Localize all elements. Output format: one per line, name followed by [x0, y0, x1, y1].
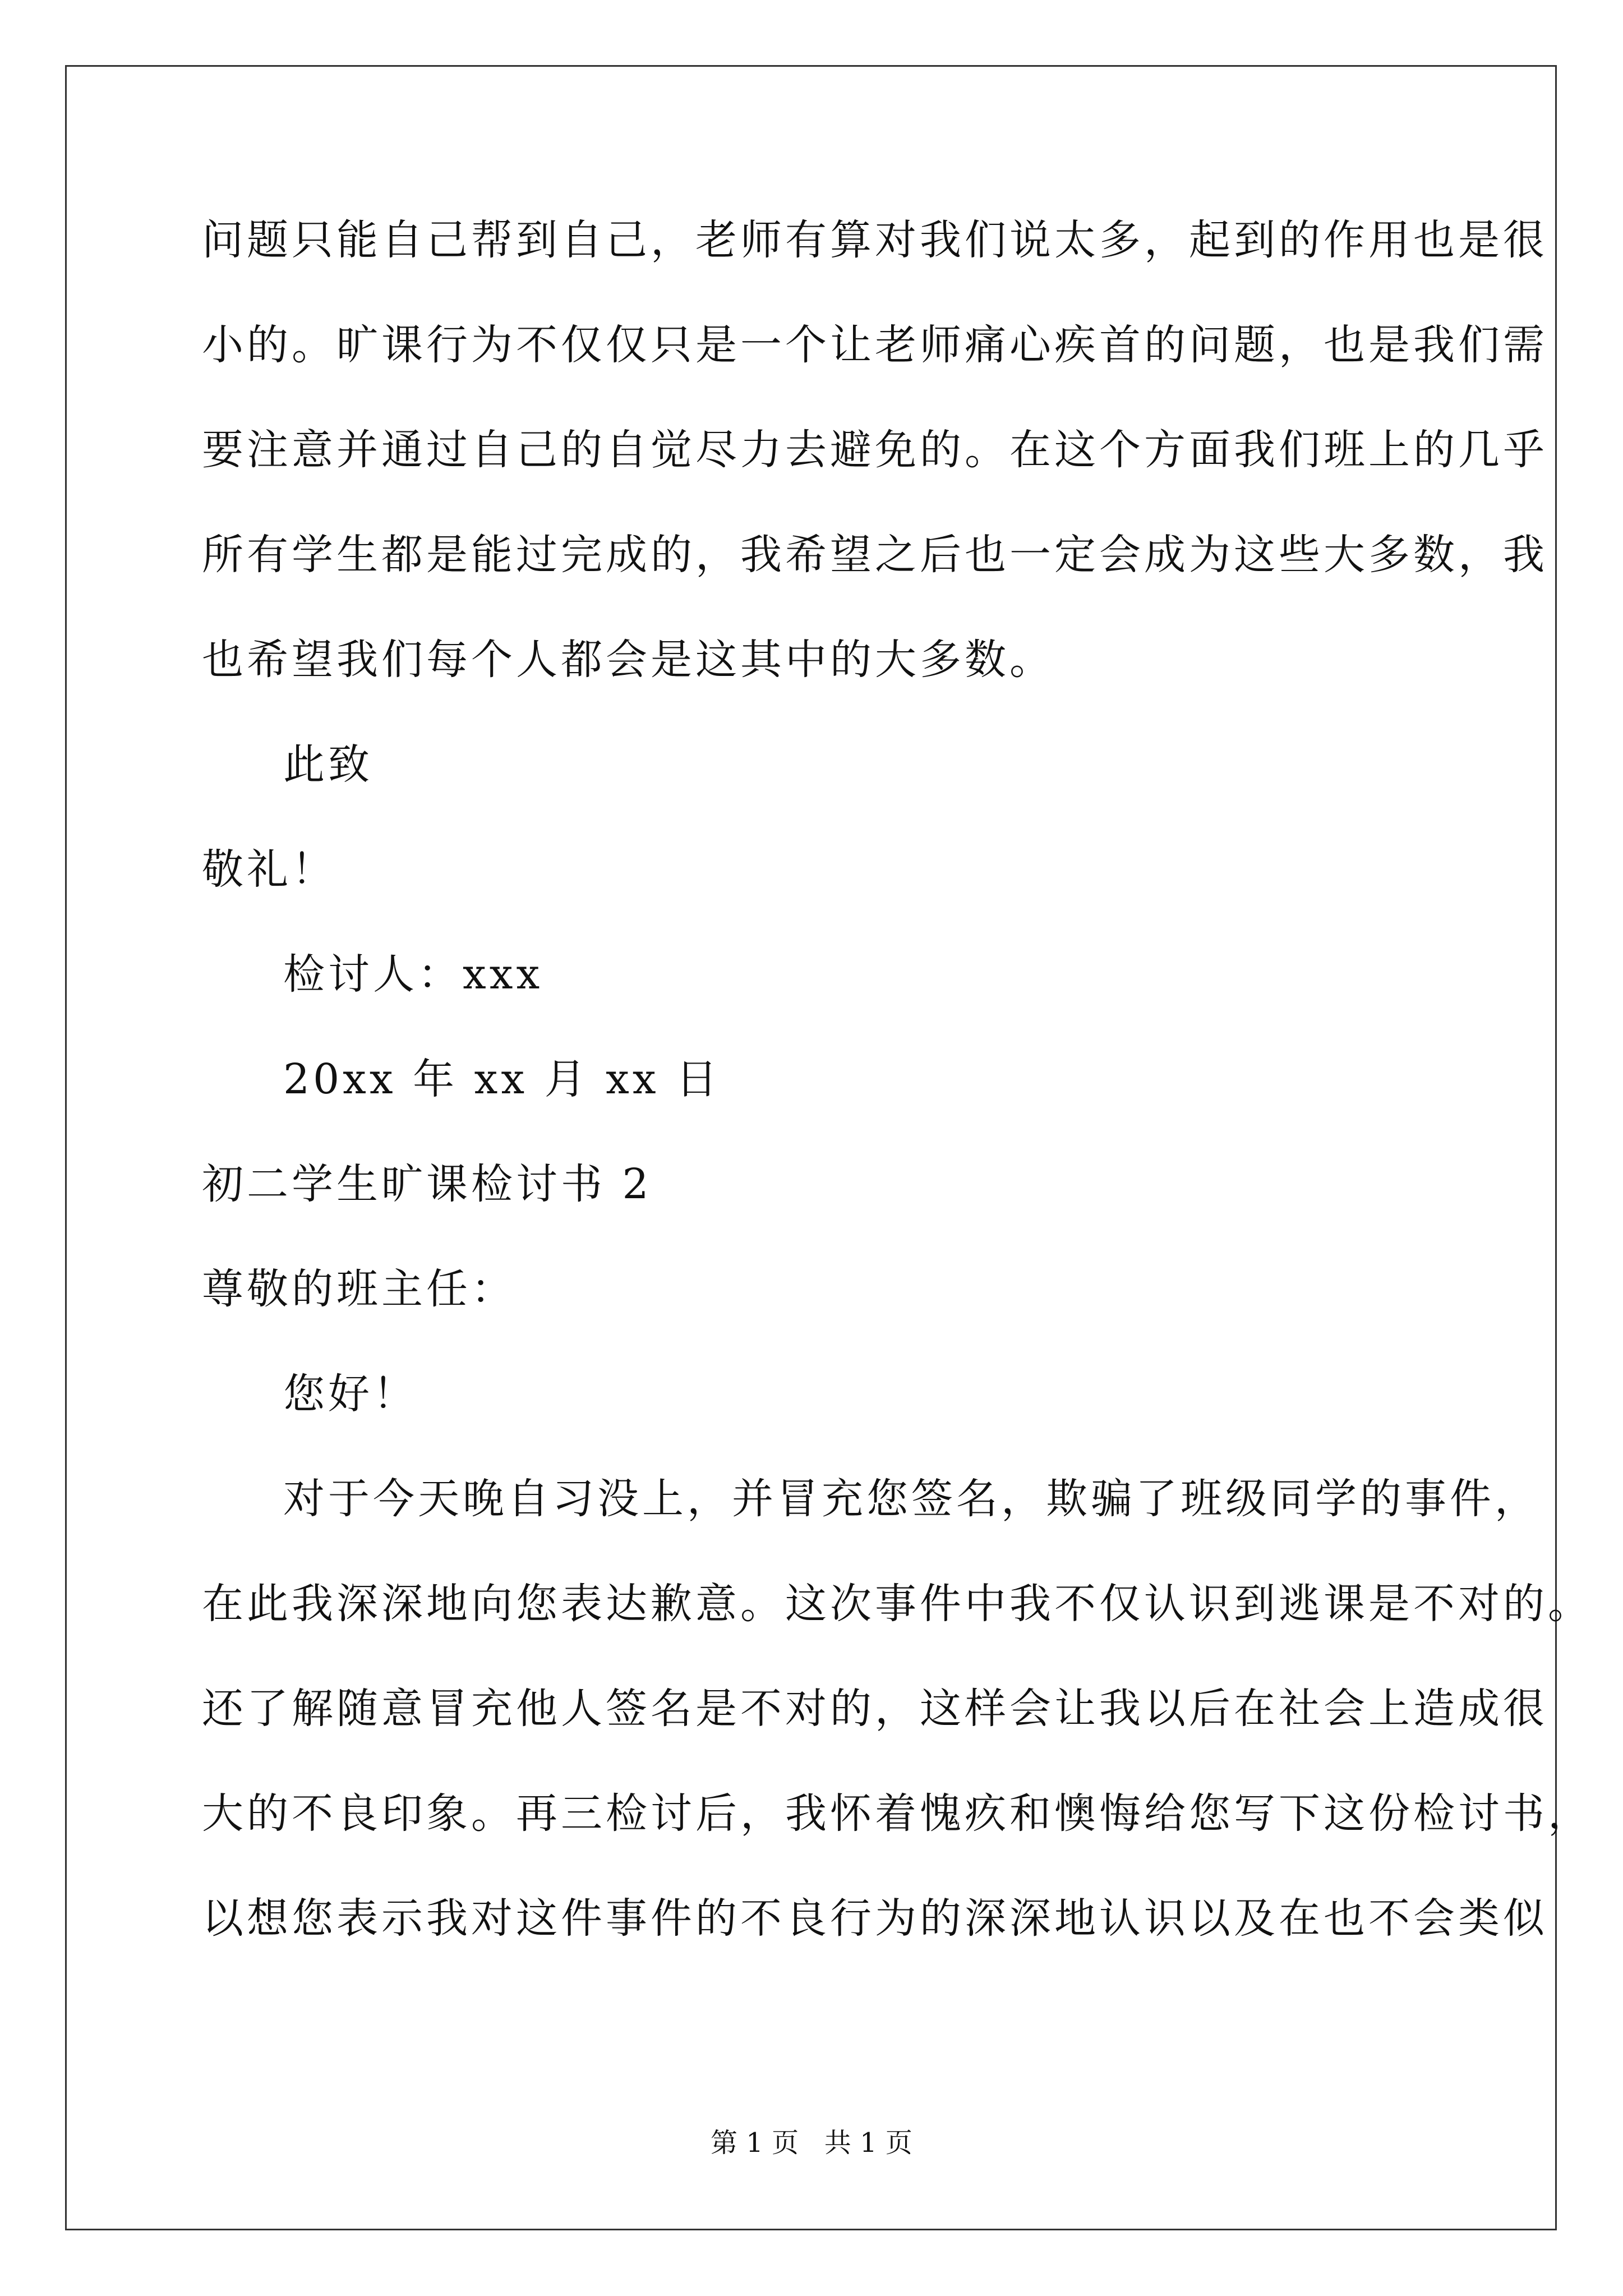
- paragraph-line: 问题只能自己帮到自己，老师有算对我们说太多，起到的作用也是很: [202, 216, 1548, 264]
- letter-addressee: 尊敬的班主任：: [202, 1265, 516, 1313]
- paragraph-line: 还了解随意冒充他人签名是不对的，这样会让我以后在社会上造成很: [202, 1685, 1548, 1733]
- closing-regards: 敬礼！: [202, 845, 336, 894]
- paragraph-line: 大的不良印象。再三检讨后，我怀着愧疚和懊悔给您写下这份检讨书，: [202, 1789, 1593, 1838]
- signature-line: 检讨人：xxx: [283, 950, 543, 999]
- section-title: 初二学生旷课检讨书 2: [202, 1160, 652, 1208]
- paragraph-line: 也希望我们每个人都会是这其中的大多数。: [202, 636, 1054, 684]
- letter-greeting: 您好！: [283, 1370, 418, 1418]
- page-number-footer: 第 1 页 共 1 页: [711, 2127, 912, 2159]
- paragraph-line: 以想您表示我对这件事件的不良行为的深深地认识以及在也不会类似: [202, 1894, 1548, 1943]
- paragraph-line: 要注意并通过自己的自觉尽力去避免的。在这个方面我们班上的几乎: [202, 426, 1548, 474]
- closing-salutation: 此致: [283, 740, 373, 789]
- paragraph-line: 所有学生都是能过完成的，我希望之后也一定会成为这些大多数，我: [202, 531, 1548, 579]
- paragraph-line: 对于今天晚自习没上，并冒充您签名，欺骗了班级同学的事件，: [283, 1475, 1539, 1523]
- paragraph-line: 小的。旷课行为不仅仅只是一个让老师痛心疾首的问题，也是我们需: [202, 321, 1548, 369]
- paragraph-line: 在此我深深地向您表达歉意。这次事件中我不仅认识到逃课是不对的。: [202, 1580, 1593, 1628]
- date-line: 20xx 年 xx 月 xx 日: [283, 1055, 721, 1103]
